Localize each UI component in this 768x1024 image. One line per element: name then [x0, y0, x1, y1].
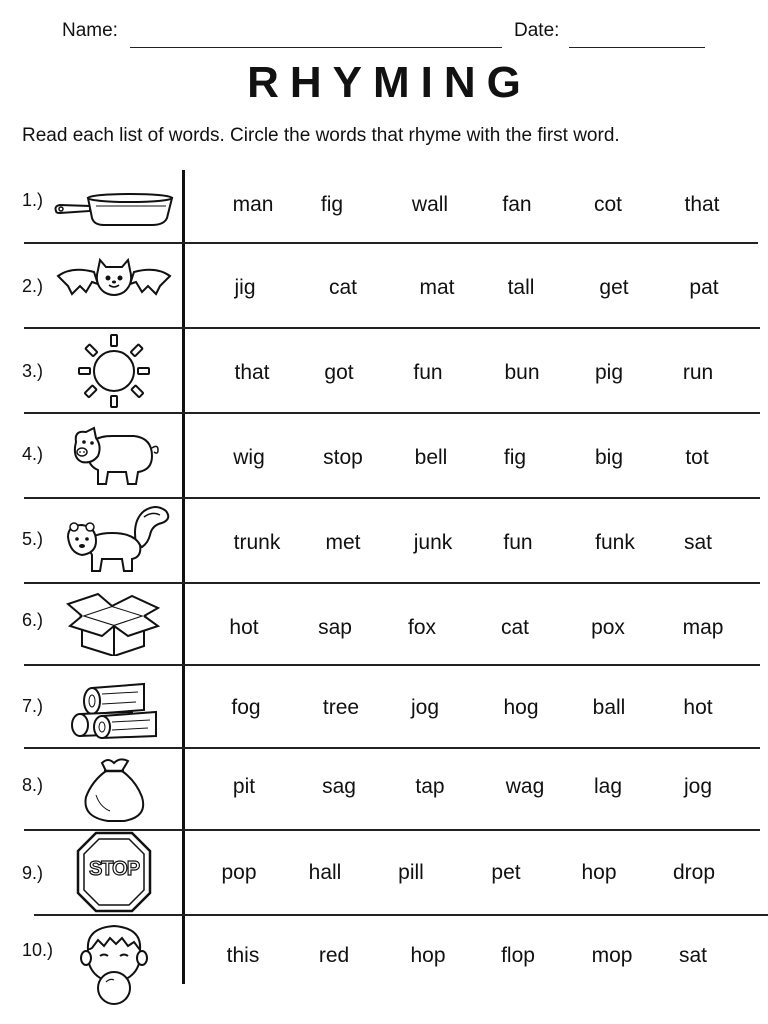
word-option[interactable]: pit	[232, 775, 256, 798]
word-option[interactable]: map	[682, 616, 724, 639]
date-line[interactable]	[569, 47, 705, 48]
bat-icon	[52, 258, 176, 308]
word-option[interactable]: man	[232, 193, 274, 216]
word-option[interactable]: wig	[233, 446, 265, 469]
word-option[interactable]: fog	[231, 696, 261, 719]
word-option[interactable]: sag	[322, 775, 356, 798]
date-label: Date:	[514, 20, 560, 41]
row-divider	[34, 914, 768, 916]
word-option[interactable]: funk	[595, 531, 635, 554]
word-option[interactable]: flop	[501, 944, 535, 967]
row-divider	[24, 242, 758, 244]
word-option[interactable]: pill	[398, 861, 424, 884]
word-option[interactable]: run	[682, 361, 714, 384]
pig-icon	[52, 424, 176, 490]
word-option[interactable]: fox	[407, 616, 437, 639]
word-option[interactable]: this	[226, 944, 260, 967]
row-divider	[24, 747, 760, 749]
word-option[interactable]: sat	[683, 531, 713, 554]
word-option[interactable]: trunk	[233, 531, 281, 554]
word-option[interactable]: sap	[318, 616, 352, 639]
word-option[interactable]: big	[594, 446, 624, 469]
word-option[interactable]: cat	[500, 616, 530, 639]
word-option[interactable]: hop	[581, 861, 617, 884]
word-option[interactable]: hop	[410, 944, 446, 967]
word-option[interactable]: wag	[505, 775, 545, 798]
word-option[interactable]: cot	[593, 193, 623, 216]
word-option[interactable]: hot	[229, 616, 259, 639]
word-option[interactable]: tall	[507, 276, 535, 299]
word-option[interactable]: get	[599, 276, 629, 299]
box-icon	[52, 590, 176, 656]
row-number: 7.)	[22, 696, 44, 716]
word-option[interactable]: bun	[504, 361, 540, 384]
row-divider	[24, 664, 760, 666]
word-option[interactable]: lag	[593, 775, 623, 798]
row-number: 9.)	[22, 863, 44, 883]
frying-pan-icon	[52, 180, 176, 230]
word-option[interactable]: fun	[503, 531, 533, 554]
name-label: Name:	[62, 20, 118, 41]
word-option[interactable]: that	[234, 361, 270, 384]
word-option[interactable]: wall	[411, 193, 449, 216]
row-divider	[24, 412, 760, 414]
word-option[interactable]: tap	[415, 775, 445, 798]
row-number: 4.)	[22, 444, 44, 464]
page-title: RHYMING	[247, 58, 532, 107]
word-option[interactable]: bell	[414, 446, 448, 469]
name-line[interactable]	[130, 47, 502, 48]
column-divider	[182, 170, 185, 984]
word-option[interactable]: pet	[491, 861, 521, 884]
row-number: 5.)	[22, 529, 44, 549]
instructions: Read each list of words. Circle the words that rhyme with the first word.	[22, 125, 620, 146]
sun-icon	[52, 333, 176, 409]
row-number: 2.)	[22, 276, 44, 296]
word-option[interactable]: cat	[328, 276, 358, 299]
skunk-icon	[52, 503, 176, 575]
worksheet-header	[62, 20, 728, 50]
word-option[interactable]: fan	[502, 193, 532, 216]
bag-icon	[52, 755, 176, 825]
word-option[interactable]: stop	[323, 446, 363, 469]
word-option[interactable]: junk	[413, 531, 453, 554]
logs-icon	[52, 674, 176, 740]
row-number: 1.)	[22, 190, 44, 210]
row-number: 3.)	[22, 361, 44, 381]
word-option[interactable]: jog	[683, 775, 713, 798]
word-option[interactable]: hog	[503, 696, 539, 719]
stop-sign-label: STOP	[88, 858, 140, 880]
word-option[interactable]: fig	[503, 446, 527, 469]
word-option[interactable]: mat	[419, 276, 455, 299]
word-option[interactable]: that	[684, 193, 720, 216]
word-option[interactable]: got	[324, 361, 354, 384]
word-option[interactable]: fun	[413, 361, 443, 384]
word-option[interactable]: fig	[320, 193, 344, 216]
row-number: 10.)	[22, 940, 54, 960]
row-number: 6.)	[22, 610, 44, 630]
word-option[interactable]: pat	[689, 276, 719, 299]
word-option[interactable]: drop	[672, 861, 716, 884]
word-option[interactable]: ball	[592, 696, 626, 719]
word-option[interactable]: jig	[234, 276, 256, 299]
word-option[interactable]: pop	[221, 861, 257, 884]
word-option[interactable]: sat	[678, 944, 708, 967]
word-option[interactable]: hot	[683, 696, 713, 719]
word-option[interactable]: hall	[308, 861, 342, 884]
row-divider	[24, 582, 760, 584]
word-option[interactable]: met	[325, 531, 361, 554]
word-option[interactable]: tot	[685, 446, 709, 469]
word-option[interactable]: jog	[410, 696, 440, 719]
word-option[interactable]: pox	[591, 616, 625, 639]
word-option[interactable]: pig	[594, 361, 624, 384]
boy-bubblegum-icon	[52, 920, 176, 1006]
row-divider	[24, 497, 760, 499]
word-option[interactable]: red	[318, 944, 350, 967]
word-option[interactable]: tree	[322, 696, 360, 719]
row-number: 8.)	[22, 775, 44, 795]
row-divider	[24, 327, 760, 329]
word-option[interactable]: mop	[591, 944, 633, 967]
